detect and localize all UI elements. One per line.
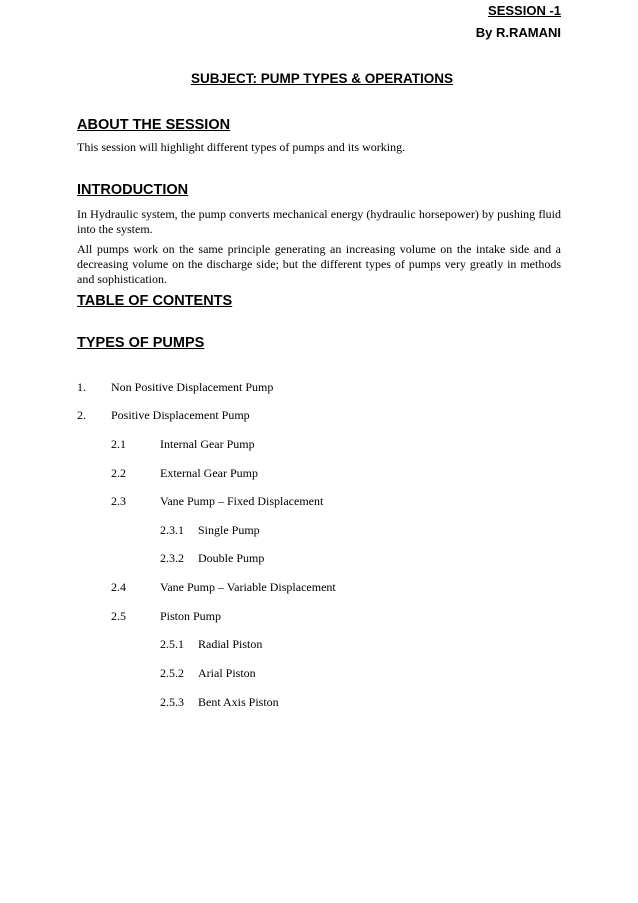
introduction-paragraph: In Hydraulic system, the pump converts mechanical energy (hydraulic horsepower) by pushing fluid into the system.: [77, 207, 561, 236]
toc-item-label: External Gear Pump: [160, 466, 258, 480]
types-of-pumps-heading: TYPES OF PUMPS: [77, 335, 205, 351]
introduction-paragraph: All pumps work on the same principle generating an increasing volume on the intake side and a decreasing volume on the discharge side; but the different types of pumps very greatly in methods and sophistication.: [77, 242, 561, 286]
toc-item-number: 2.5.1: [160, 637, 184, 651]
about-text: This session will highlight different types of pumps and its working.: [77, 140, 406, 154]
toc-item-label: Single Pump: [198, 523, 260, 537]
toc-item-number: 2.5.3: [160, 695, 184, 709]
toc-item-number: 2.3.1: [160, 523, 184, 537]
toc-item-label: Vane Pump – Fixed Displacement: [160, 494, 324, 508]
toc-item-number: 2.2: [111, 466, 126, 480]
toc-item-number: 2.5: [111, 609, 126, 623]
toc-item-label: Bent Axis Piston: [198, 695, 279, 709]
toc-item-number: 2.1: [111, 437, 126, 451]
toc-item-label: Arial Piston: [198, 666, 256, 680]
toc-item-number: 2.3: [111, 494, 126, 508]
toc-item-label: Positive Displacement Pump: [111, 408, 250, 422]
toc-item-label: Double Pump: [198, 551, 265, 565]
session-label: SESSION -1: [488, 3, 561, 18]
toc-item-number: 2.: [77, 408, 86, 422]
toc-item-label: Internal Gear Pump: [160, 437, 255, 451]
toc-item-label: Vane Pump – Variable Displacement: [160, 580, 336, 594]
about-heading: ABOUT THE SESSION: [77, 117, 231, 133]
toc-item-label: Piston Pump: [160, 609, 222, 623]
toc-item-number: 2.4: [111, 580, 126, 594]
author-label: By R.RAMANI: [475, 25, 561, 40]
toc-item-number: 1.: [77, 380, 86, 394]
toc-item-number: 2.5.2: [160, 666, 184, 680]
toc-item-label: Non Positive Displacement Pump: [111, 380, 274, 394]
toc-heading: TABLE OF CONTENTS: [77, 293, 233, 309]
toc-item-number: 2.3.2: [160, 551, 184, 565]
introduction-heading: INTRODUCTION: [77, 182, 189, 198]
subject-title: SUBJECT: PUMP TYPES & OPERATIONS: [190, 71, 454, 86]
toc-item-label: Radial Piston: [198, 637, 263, 651]
